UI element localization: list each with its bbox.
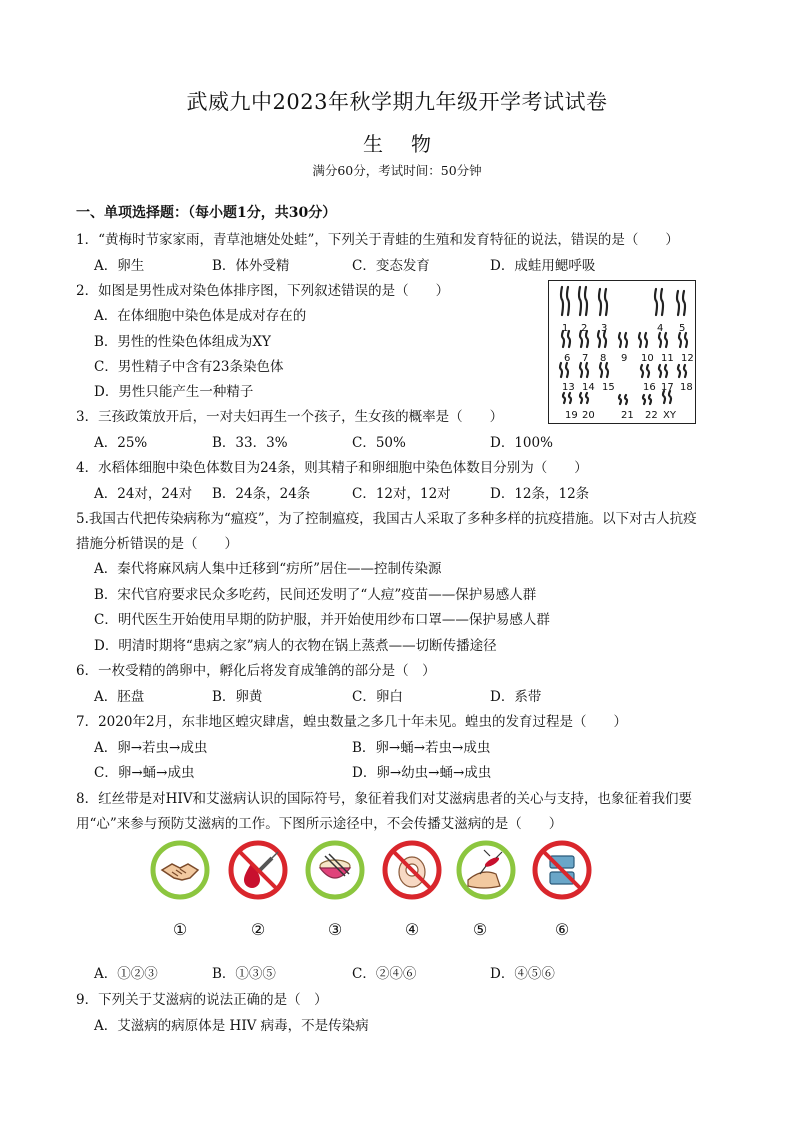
- q7-stem: 7．2020年2月，东非地区蝗灾肆虐，蝗虫数量之多几十年未见。蝗虫的发育过程是（ ）: [76, 714, 628, 730]
- chromosome: [639, 333, 641, 347]
- q1-option-d: D．成蛙用鳃呼吸: [490, 258, 596, 274]
- chromosome: [683, 291, 685, 315]
- chromosome: [586, 393, 588, 403]
- karyo-label: 12: [681, 353, 694, 364]
- icon-label: ①: [172, 920, 188, 939]
- karyo-label: 20: [582, 410, 595, 421]
- exam-title: 武威九中2023年秋学期九年级开学考试试卷: [186, 90, 608, 114]
- q1-option-a: A．卵生: [94, 258, 145, 274]
- chromosome: [561, 287, 563, 315]
- chromosome: [649, 395, 651, 404]
- shared-razor-icon: [532, 840, 592, 900]
- karyo-label: 1: [562, 323, 569, 334]
- q5-stem-cont: 措施分析错误的是（ ）: [76, 536, 238, 552]
- q7-option-a: A．卵→若虫→成虫: [94, 740, 208, 756]
- q1-option-c: C．变态发育: [352, 258, 430, 274]
- handshake-icon: [150, 840, 210, 900]
- chromosome: [661, 289, 663, 315]
- chromosome: [677, 291, 679, 315]
- q6-stem: 6．一枚受精的鸽卵中，孵化后将发育成雏鸽的部分是（ ）: [76, 663, 436, 679]
- section-title: 一、单项选择题：（每小题1分，共30分）: [76, 205, 337, 221]
- q6-option-a: A．胚盘: [94, 689, 145, 705]
- q2-option-d: D．男性只能产生一种精子: [94, 384, 254, 400]
- chromosome: [580, 363, 582, 377]
- icon-label: ④: [404, 920, 420, 939]
- karyo-label: 15: [602, 382, 615, 393]
- karyo-label: 8: [600, 353, 607, 364]
- q8-option-c: C．②④⑥: [352, 966, 417, 982]
- chromosome: [619, 395, 621, 404]
- chromosome: [625, 333, 627, 347]
- q4-option-c: C．12对，12对: [352, 486, 451, 502]
- chromosome: [641, 365, 643, 377]
- chromosome: [606, 363, 608, 377]
- karyo-label: 10: [641, 353, 654, 364]
- karyo-label: 2: [581, 323, 588, 334]
- q3-option-a: A．25%: [94, 435, 148, 451]
- chromosome: [645, 333, 647, 347]
- chromosome: [619, 333, 621, 347]
- q8-stem: 8．红丝带是对HIV和艾滋病认识的国际符号，象征着我们对艾滋病患者的关心与支持，也象征着我们要: [76, 791, 692, 807]
- chromosome: [599, 289, 601, 315]
- q9-stem: 9．下列关于艾滋病的说法正确的是（ ）: [76, 992, 328, 1008]
- q2-option-a: A．在体细胞中染色体是成对存在的: [94, 308, 307, 324]
- chromosome: [643, 395, 645, 404]
- icon-label: ③: [327, 920, 343, 939]
- q2-option-b: B．男性的性染色体组成为XY: [94, 334, 271, 350]
- chromosome: [659, 333, 661, 347]
- karyo-label: XY: [663, 410, 676, 421]
- chromosome: [585, 287, 587, 315]
- q5-option-d: D．明清时期将“患病之家”病人的衣物在锅上蒸煮——切断传播途径: [94, 638, 497, 654]
- karyo-label: 9: [621, 353, 628, 364]
- karyo-label: 7: [582, 353, 589, 364]
- q3-option-c: C．50%: [352, 435, 406, 451]
- karyo-label: 17: [661, 382, 674, 393]
- food-bowl-icon: [305, 840, 365, 900]
- chromosome: [647, 365, 649, 377]
- q4-stem: 4．水稻体细胞中染色体数目为24条，则其精子和卵细胞中染色体数目分别为（ ）: [76, 460, 588, 476]
- karyo-label: 3: [601, 323, 608, 334]
- chromosome: [605, 289, 607, 315]
- q2-option-c: C．男性精子中含有23条染色体: [94, 359, 284, 375]
- icon-label: ⑤: [472, 920, 488, 939]
- q8-option-d: D．④⑤⑥: [490, 966, 555, 982]
- q6-option-d: D．系带: [490, 689, 542, 705]
- karyo-label: 6: [564, 353, 571, 364]
- subject-title: 生物: [363, 132, 459, 156]
- karyotype-figure: [548, 280, 696, 424]
- karyo-label: 21: [621, 410, 634, 421]
- karyo-label: 4: [657, 323, 664, 334]
- chromosome: [659, 365, 661, 377]
- karyo-label: 16: [643, 382, 656, 393]
- transmission-icons: [150, 840, 610, 950]
- chromosome: [579, 287, 581, 315]
- chromosome: [598, 331, 600, 347]
- q3-stem: 3．三孩政策放开后，一对夫妇再生一个孩子，生女孩的概率是（ ）: [76, 409, 504, 425]
- chromosome: [569, 393, 571, 403]
- icon-label: ⑥: [554, 920, 570, 939]
- q3-option-d: D．100%: [490, 435, 553, 451]
- karyo-label: 19: [565, 410, 578, 421]
- q2-stem: 2．如图是男性成对染色体排序图，下列叙述错误的是（ ）: [76, 283, 450, 299]
- chromosome: [567, 287, 569, 315]
- q3-option-b: B．33．3%: [212, 435, 288, 451]
- q1-stem: 1．“黄梅时节家家雨，青草池塘处处蛙”，下列关于青蛙的生殖和发育特征的说法，错误的是（ ）: [76, 232, 679, 248]
- q4-option-a: A．24对，24对: [94, 486, 193, 502]
- q7-option-d: D．卵→幼虫→蛹→成虫: [352, 765, 492, 781]
- karyo-label: 11: [661, 353, 674, 364]
- chromosome-drawing: [549, 281, 695, 423]
- chromosome: [684, 365, 686, 377]
- q5-option-a: A．秦代将麻风病人集中迁移到“疠所”居住——控制传染源: [94, 561, 442, 577]
- q4-option-b: B．24条，24条: [212, 486, 311, 502]
- q6-option-b: B．卵黄: [212, 689, 263, 705]
- chromosome: [580, 393, 582, 403]
- exam-info: 满分60分，考试时间：50分钟: [312, 163, 482, 178]
- chromosome: [655, 289, 657, 315]
- mosquito-bite-icon: [456, 840, 516, 900]
- q7-option-c: C．卵→蛹→成虫: [94, 765, 195, 781]
- q6-option-c: C．卵白: [352, 689, 403, 705]
- q8-option-a: A．①②③: [94, 966, 158, 982]
- chromosome: [566, 363, 568, 377]
- chromosome: [679, 333, 681, 347]
- q5-option-c: C．明代医生开始使用早期的防护服，并开始使用纱布口罩——保护易感人群: [94, 612, 550, 628]
- chromosome: [586, 363, 588, 377]
- icon-label: ②: [250, 920, 266, 939]
- chromosome: [563, 393, 565, 403]
- chromosome: [678, 365, 680, 377]
- mother-to-child-icon: [382, 840, 442, 900]
- chromosome: [665, 365, 667, 377]
- q7-option-b: B．卵→蛹→若虫→成虫: [352, 740, 491, 756]
- karyo-label: 22: [645, 410, 658, 421]
- q5-option-b: B．宋代官府要求民众多吃药，民间还发明了“人痘”疫苗——保护易感人群: [94, 587, 537, 603]
- karyo-label: 13: [562, 382, 575, 393]
- blood-transfusion-icon: [228, 840, 288, 900]
- karyo-label: 18: [680, 382, 693, 393]
- karyo-label: 5: [679, 323, 686, 334]
- q4-option-d: D．12条，12条: [490, 486, 590, 502]
- q1-option-b: B．体外受精: [212, 258, 290, 274]
- chromosome: [625, 395, 627, 404]
- chromosome: [560, 363, 562, 377]
- karyo-label: 14: [582, 382, 595, 393]
- q5-stem: 5.我国古代把传染病称为“瘟疫”，为了控制瘟疫，我国古人采取了多种多样的抗疫措施。以下对古人抗疫: [76, 511, 697, 527]
- chromosome: [600, 363, 602, 377]
- chromosome: [685, 333, 687, 347]
- q8-option-b: B．①③⑤: [212, 966, 276, 982]
- q9-option-a: A．艾滋病的病原体是 HIV 病毒，不是传染病: [94, 1018, 369, 1034]
- q8-stem-cont: 用“心”来参与预防艾滋病的工作。下图所示途径中，不会传播艾滋病的是（ ）: [76, 816, 563, 832]
- chromosome: [665, 333, 667, 347]
